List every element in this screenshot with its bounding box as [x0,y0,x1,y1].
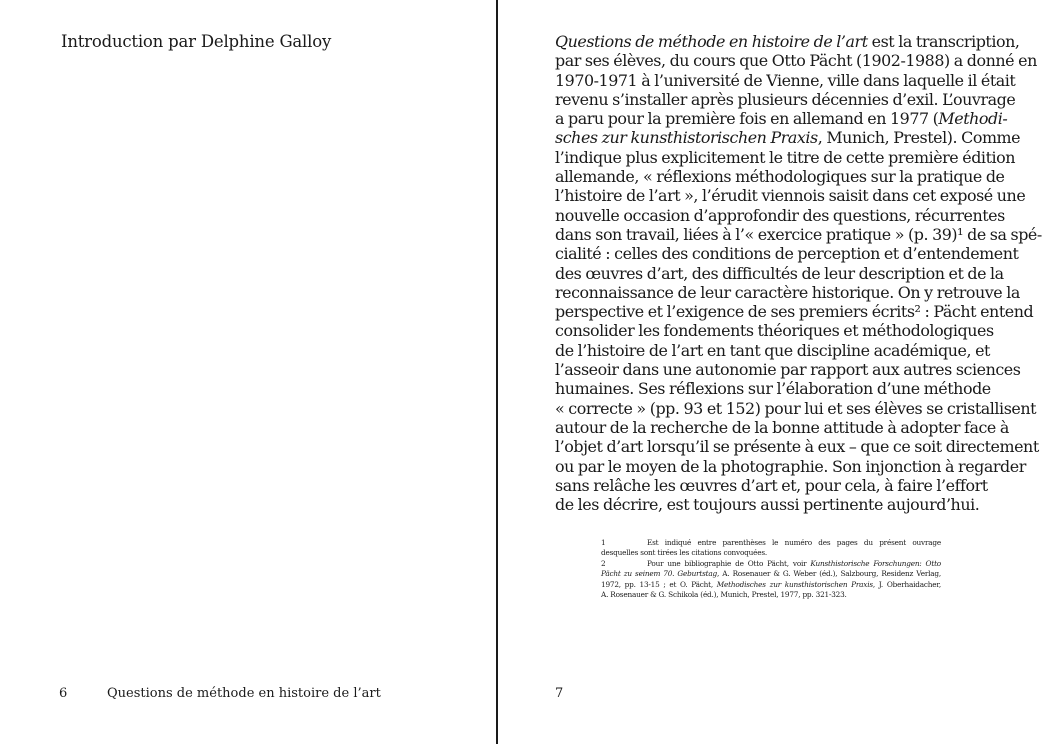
italic-text: Methodisches zur kunsthistorischen Praxis [716,579,873,589]
body-paragraph [555,32,1042,515]
text-run: revenu s’installer après plusieurs décennies d’exil. L’ouvrage [555,89,1016,109]
body-line [555,70,1016,90]
text-run: a paru pour la première fois en allemand en 1977 ( [555,109,939,129]
text-run: l’asseoir dans une autonomie par rapport aux autres sciences [555,360,1021,380]
body-line [555,128,1021,148]
text-run: humaines. Ses réflexions sur l’élaboration d’une méthode [555,379,991,399]
body-line [555,437,1039,457]
italic-text: Pächt zu seinem 70. Geburtstag [601,569,718,579]
body-line [555,360,1021,380]
left-page [0,0,496,744]
footnote-number: 2 [601,558,606,568]
body-line [555,32,1020,51]
body-line [555,398,1037,418]
text-run: , J. Oberhaidacher, [872,579,941,589]
text-run: dans son travail, liées à l’« exercice pratique » (p. 39)¹ de sa spé- [555,224,1042,244]
body-line [555,186,1026,206]
text-run: nouvelle occasion d’approfondir des questions, récurrentes [555,205,1005,225]
italic-text: Kunsthistorische Forschungen: Otto [810,558,941,568]
footnote-number: 1 [601,538,606,547]
text-run: 1970-1971 à l’université de Vienne, ville dans laquelle il était [555,70,1016,90]
body-line [555,417,1009,437]
text-run: ou par le moyen de la photographie. Son injonction à regarder [555,456,1026,476]
footnote-line [601,590,941,600]
text-run: , Munich, Prestel). Comme [817,128,1021,148]
body-line [555,495,980,515]
text-run: Pour une bibliographie de Otto Pächt, voir [647,558,811,568]
italic-text: Questions de méthode en histoire de l’art [555,32,868,51]
body-line [555,379,991,399]
text-run: l’objet d’art lorsqu’il se présente à eux – que ce soit directement [555,437,1039,457]
body-line [555,302,1034,322]
body-line [555,263,1004,283]
body-line [555,109,1008,129]
text-run: de les décrire, est toujours aussi pertinente aujourd’hui. [555,495,980,515]
text-run: 1972, pp. 13-15 ; et O. Pächt, [601,579,717,589]
body-line [555,282,1020,302]
chapter-heading: Introduction par Delphine Galloy [61,32,332,51]
body-line [555,475,988,495]
body-line [555,51,1037,71]
page-number: 7 [555,686,564,701]
right-page-footer [555,686,563,701]
text-run: perspective et l’exigence de ses premiers écrits² : Pächt entend [555,302,1034,322]
body-line [555,224,1042,244]
body-line [555,89,1016,109]
text-run: l’indique plus explicitement le titre de cette première édition [555,147,1016,167]
text-run: , A. Rosenauer & G. Weber (éd.), Salzbourg, Residenz Verlag, [717,569,941,579]
italic-text: Methodi- [938,109,1008,129]
body-line [555,147,1016,167]
body-line [555,244,1019,264]
text-run: est la transcription, [867,32,1020,51]
text-run: sans relâche les œuvres d’art et, pour cela, à faire l’effort [555,475,988,495]
body-line [555,167,1005,187]
footnote-line [601,548,941,558]
left-page-footer [59,686,381,701]
text-run: Est indiqué entre parenthèses le numéro des pages du présent ouvrage [647,538,941,547]
text-run: allemande, « réflexions méthodologiques sur la pratique de [555,167,1005,187]
text-run: « correcte » (pp. 93 et 152) pour lui et ses élèves se cristallisent [555,398,1037,418]
text-run: de l’histoire de l’art en tant que discipline académique, et [555,340,990,360]
body-line [555,340,990,360]
text-run: reconnaissance de leur caractère historique. On y retrouve la [555,282,1020,302]
footnote-line [601,569,941,579]
footnote-line [601,559,941,569]
text-run: l’histoire de l’art », l’érudit viennois saisit dans cet exposé une [555,186,1026,206]
body-line [555,321,994,341]
text-run: cialité : celles des conditions de perception et d’entendement [555,244,1019,264]
footnote-line [601,538,941,548]
italic-text: sches zur kunsthistorischen Praxis [555,128,818,148]
body-line [555,205,1005,225]
page-number: 6 [59,686,68,701]
body-line [555,456,1026,476]
running-footer-title: Questions de méthode en histoire de l’art [107,686,381,701]
footnotes [601,538,941,600]
text-run: par ses élèves, du cours que Otto Pächt (1902-1988) a donné en [555,51,1037,71]
text-run: consolider les fondements théoriques et méthodologiques [555,321,994,341]
text-run: des œuvres d’art, des difficultés de leur description et de la [555,263,1004,283]
text-run: autour de la recherche de la bonne attitude à adopter face à [555,417,1009,437]
footnote-line [601,580,941,590]
right-page [498,0,1042,744]
text-run: desquelles sont tirées les citations convoquées. [601,548,768,558]
text-run: A. Rosenauer & G. Schikola (éd.), Munich, Prestel, 1977, pp. 321-323. [601,590,847,600]
